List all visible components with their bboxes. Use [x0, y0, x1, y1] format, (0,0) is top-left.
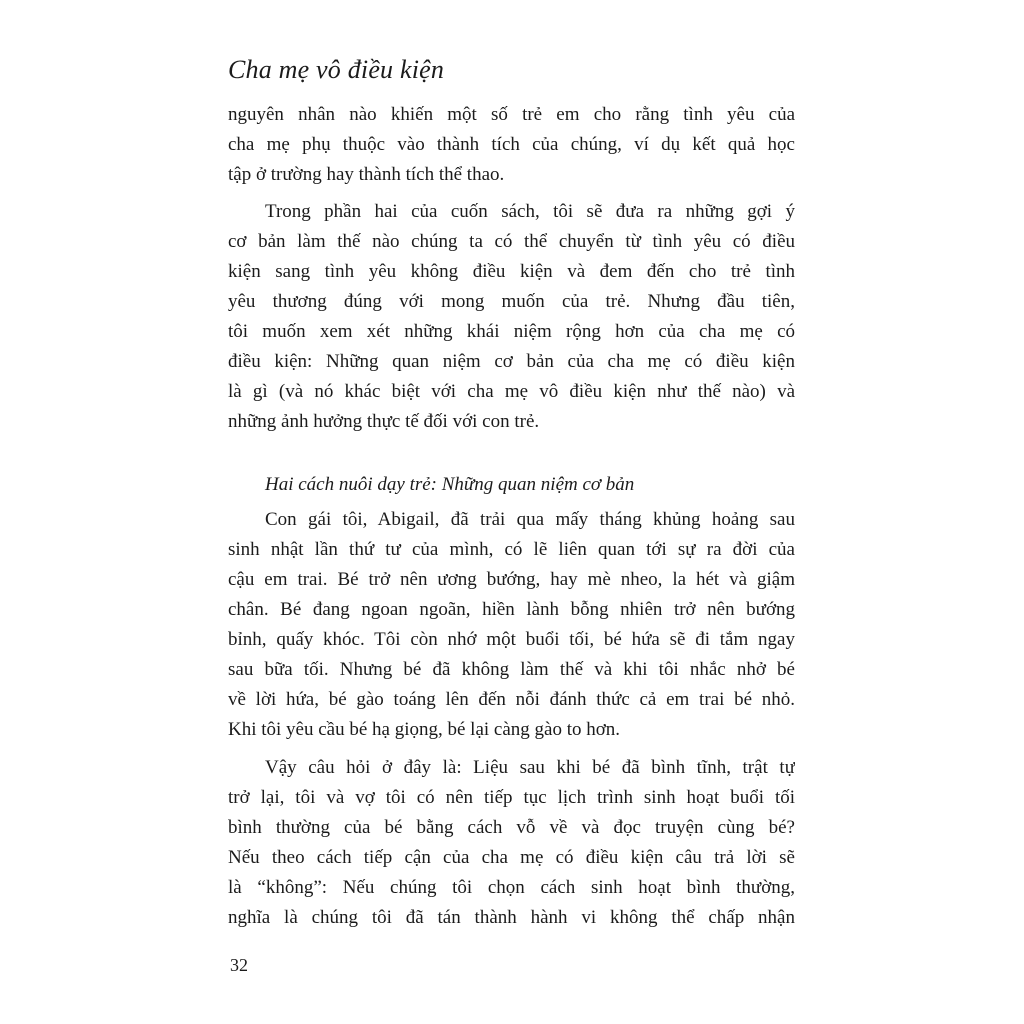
text-line: Con gái tôi, Abigail, đã trải qua mấy tháng khủng hoảng sau: [265, 509, 795, 530]
text-line: bỉnh, quấy khóc. Tôi còn nhớ một buổi tối, bé hứa sẽ đi tắm ngay: [228, 629, 795, 650]
section-heading: Hai cách nuôi dạy trẻ: Những quan niệm cơ bản: [265, 474, 635, 495]
text-line: kiện sang tình yêu không điều kiện và đem đến cho trẻ tình: [228, 261, 795, 282]
text-line: những ảnh hưởng thực tế đối với con trẻ.: [228, 411, 540, 432]
text-line: yêu thương đúng với mong muốn của trẻ. Nhưng đầu tiên,: [228, 291, 795, 312]
text-line: cơ bản làm thế nào chúng ta có thể chuyển từ tình yêu có điều: [228, 231, 795, 252]
text-line: sau bữa tối. Nhưng bé đã không làm thế và khi tôi nhắc nhở bé: [228, 659, 795, 680]
running-header: Cha mẹ vô điều kiện: [228, 55, 445, 84]
text-line: nghĩa là chúng tôi đã tán thành hành vi không thể chấp nhận: [228, 907, 795, 928]
text-line: Nếu theo cách tiếp cận của cha mẹ có điều kiện câu trả lời sẽ: [228, 847, 795, 868]
text-line: Vậy câu hỏi ở đây là: Liệu sau khi bé đã bình tĩnh, trật tự: [265, 757, 795, 778]
text-line: tôi muốn xem xét những khái niệm rộng hơn của cha mẹ có: [228, 321, 795, 342]
text-line: điều kiện: Những quan niệm cơ bản của cha mẹ có điều kiện: [228, 351, 795, 372]
text-line: bình thường của bé bằng cách vỗ về và đọc truyện cùng bé?: [228, 817, 795, 838]
paragraph-4: [228, 753, 795, 933]
text-line: tập ở trường hay thành tích thể thao.: [228, 164, 505, 185]
text-line: chân. Bé đang ngoan ngoãn, hiền lành bỗng nhiên trở nên bướng: [228, 599, 795, 620]
text-line: sinh nhật lần thứ tư của mình, có lẽ liên quan tới sự ra đời của: [228, 539, 795, 560]
text-line: trở lại, tôi và vợ tôi có nên tiếp tục lịch trình sinh hoạt buổi tối: [228, 787, 795, 808]
text-line: là gì (và nó khác biệt với cha mẹ vô điều kiện như thế nào) và: [228, 381, 795, 402]
text-line: về lời hứa, bé gào toáng lên đến nỗi đánh thức cả em trai bé nhỏ.: [228, 689, 795, 710]
paragraph-3: [228, 505, 795, 745]
text-line: nguyên nhân nào khiến một số trẻ em cho rằng tình yêu của: [228, 104, 795, 125]
text-line: là “không”: Nếu chúng tôi chọn cách sinh hoạt bình thường,: [228, 877, 795, 898]
paragraph-2: [228, 197, 795, 437]
page-number: 32: [230, 955, 248, 975]
paragraph-1: [228, 100, 795, 190]
text-line: cậu em trai. Bé trở nên ương bướng, hay mè nheo, la hét và giậm: [228, 569, 795, 590]
text-line: cha mẹ phụ thuộc vào thành tích của chúng, ví dụ kết quả học: [228, 134, 795, 155]
text-line: Trong phần hai của cuốn sách, tôi sẽ đưa ra những gợi ý: [265, 201, 795, 222]
text-line: Khi tôi yêu cầu bé hạ giọng, bé lại càng gào to hơn.: [228, 719, 621, 740]
